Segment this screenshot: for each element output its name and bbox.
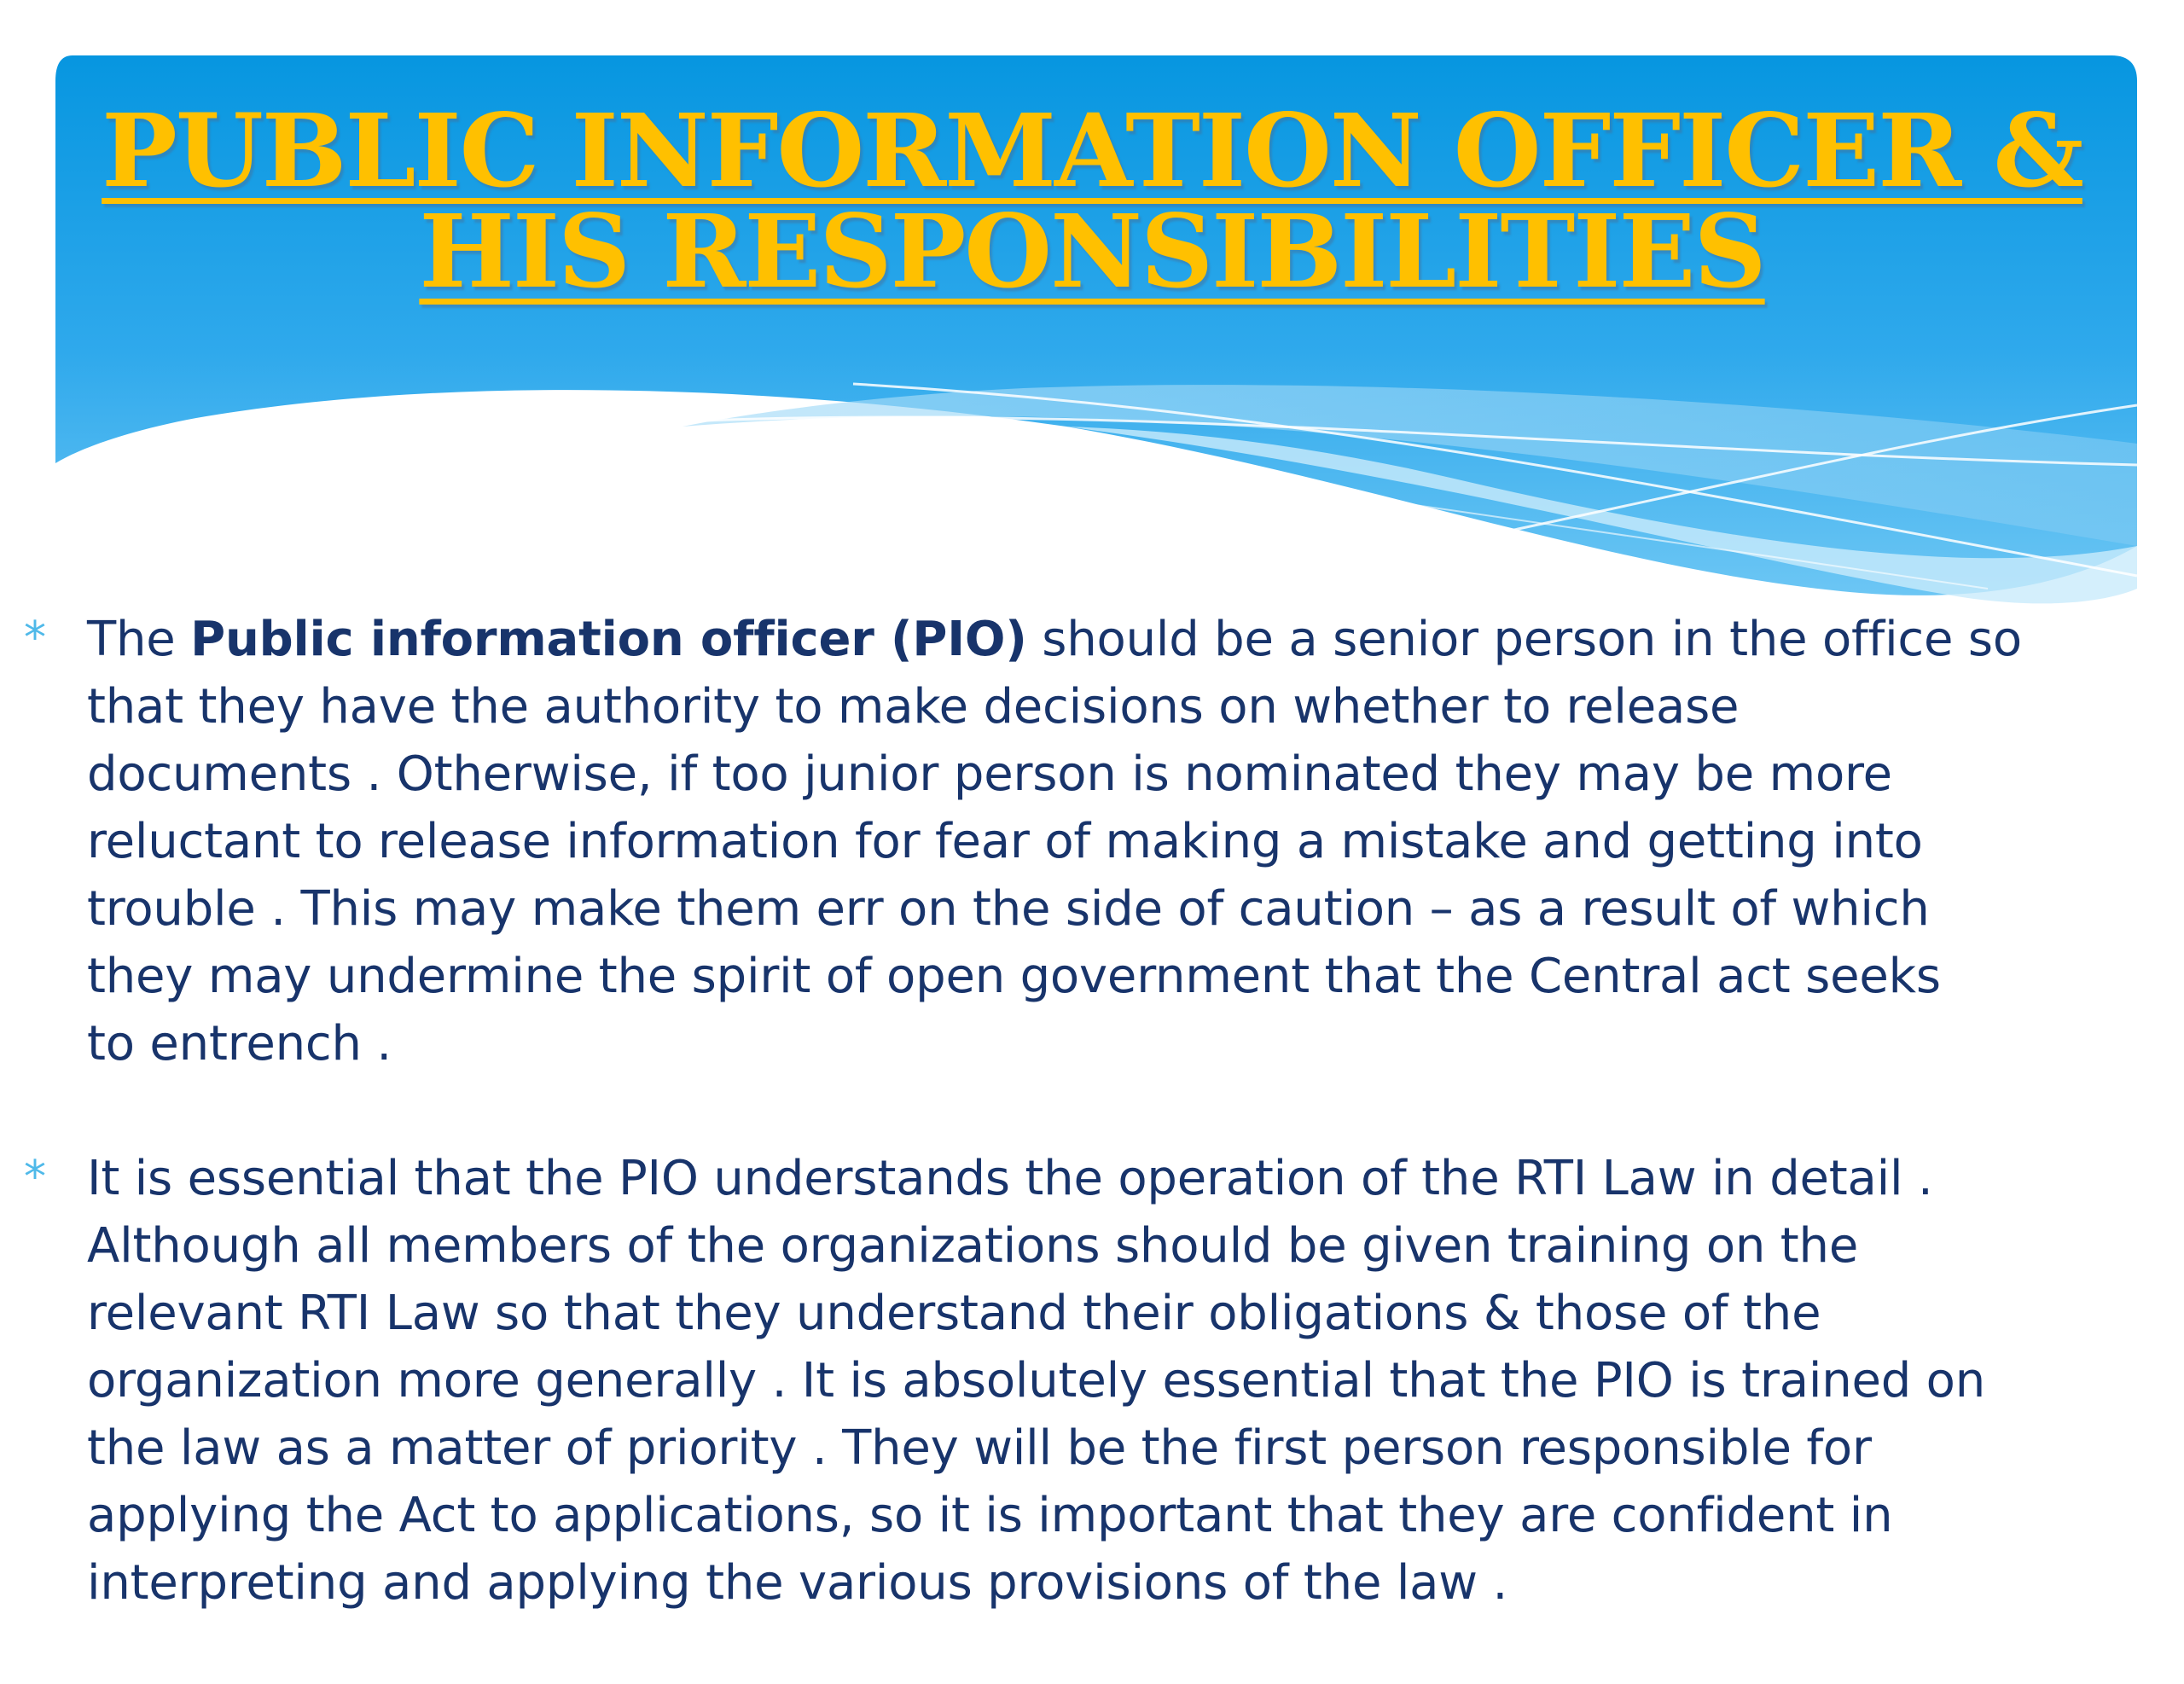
bullet-line: to entrench .	[87, 1016, 392, 1071]
bullet-line: interpreting and applying the various provisions of the law .	[87, 1555, 1508, 1611]
bullet-line: the law as a matter of priority . They will be the first person responsible for	[87, 1420, 1872, 1476]
text-run: The	[87, 612, 191, 667]
bullet-item	[24, 1145, 2157, 1617]
title-line-2: HIS RESPONSIBILITIES	[419, 192, 1765, 311]
bullet-line: trouble . This may make them err on the side of caution – as a result of which	[87, 881, 1930, 937]
asterisk-bullet-icon: *	[24, 613, 46, 664]
bullet-line: applying the Act to applications, so it is important that they are confident in	[87, 1488, 1893, 1543]
bullet-line: documents . Otherwise, if too junior person is nominated they may be more	[87, 746, 1892, 802]
text-run: should be a senior person in the office so	[1026, 612, 2022, 667]
bullet-item	[24, 606, 2157, 1077]
bullet-text	[87, 1145, 2157, 1617]
asterisk-bullet-icon: *	[24, 1152, 46, 1203]
bullet-line: that they have the authority to make decisions on whether to release	[87, 679, 1740, 735]
title-line-1: PUBLIC INFORMATION OFFICER &	[102, 91, 2082, 210]
bold-term: Public information officer (PIO)	[190, 612, 1027, 667]
bullet-text	[87, 606, 2157, 1077]
bullet-line: reluctant to release information for fear of making a mistake and getting into	[87, 814, 1923, 869]
bullet-line: It is essential that the PIO understands the operation of the RTI Law in detail .	[87, 1151, 1933, 1206]
slide-title	[85, 91, 2099, 311]
bullet-line	[87, 606, 2157, 673]
bullet-line: organization more generally . It is absolutely essential that the PIO is trained on	[87, 1353, 1986, 1408]
bullet-line: they may undermine the spirit of open government that the Central act seeks	[87, 949, 1941, 1004]
bullet-line: relevant RTI Law so that they understand their obligations & those of the	[87, 1286, 1821, 1341]
bullet-line: Although all members of the organizations should be given training on the	[87, 1218, 1859, 1274]
bullet-list	[24, 606, 2157, 1684]
